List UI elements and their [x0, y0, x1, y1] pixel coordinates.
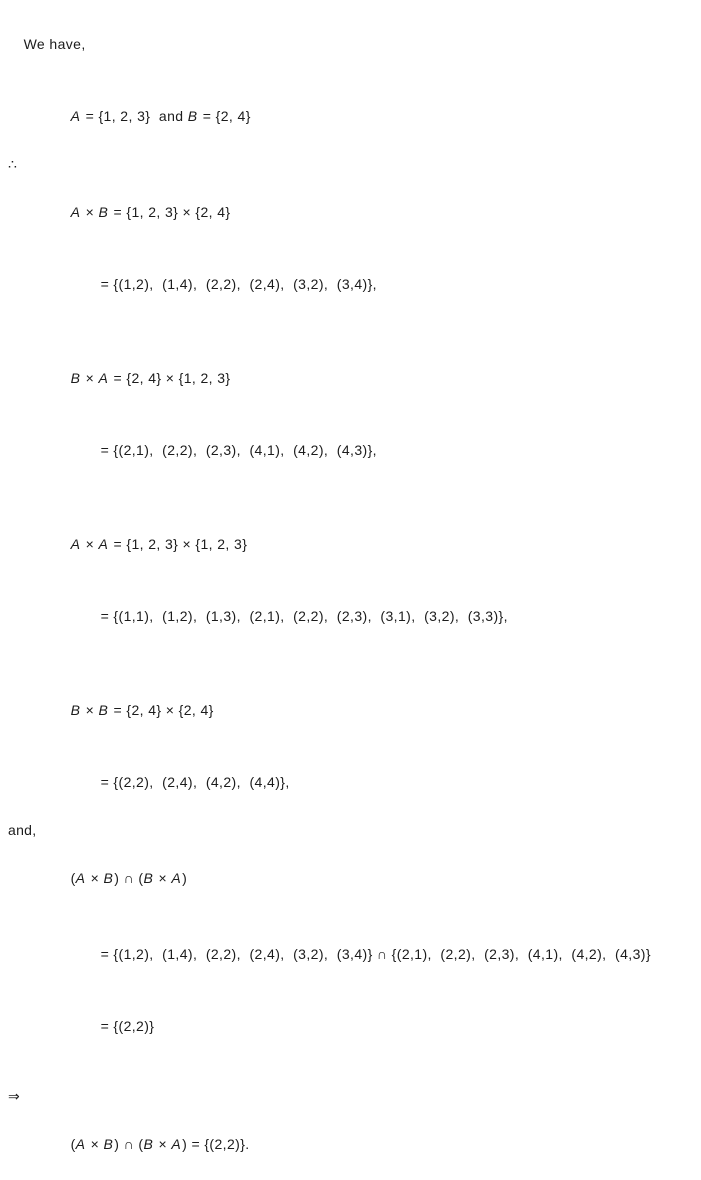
- set-variable: A: [75, 870, 86, 886]
- set-variable: A: [98, 536, 109, 552]
- and-label: and,: [8, 822, 37, 838]
- line-content: (A × B) ∩ (B × A): [70, 870, 188, 886]
- set-variable: A: [75, 1136, 86, 1152]
- set-variable: A: [70, 108, 81, 124]
- line-content: B × B = {2, 4} × {2, 4}: [70, 702, 214, 718]
- line-content: = {(1,2), (1,4), (2,2), (2,4), (3,2), (3,4)} ∩ {(2,1), (2,2), (2,3), (4,1), (4,2), (4,3)}: [100, 946, 651, 962]
- set-variable: B: [98, 702, 109, 718]
- line-content: A × A = {1, 2, 3} × {1, 2, 3}: [70, 536, 248, 552]
- math-line-axb: [8, 152, 701, 248]
- math-line-intersection: [8, 818, 701, 914]
- line-content: We have,: [23, 36, 86, 52]
- set-variable: B: [103, 1136, 114, 1152]
- math-line-definitions: [8, 80, 701, 152]
- line-content: (A × B) ∩ (B × A) = {(2,2)}.: [70, 1136, 250, 1152]
- set-variable: A: [171, 870, 182, 886]
- implies-symbol: ⇒: [8, 1088, 21, 1104]
- set-variable: B: [70, 702, 81, 718]
- line-content: = {(2,2)}: [100, 1018, 155, 1034]
- set-variable: B: [143, 1136, 154, 1152]
- line-content: = {(2,2), (2,4), (4,2), (4,4)},: [100, 774, 290, 790]
- math-line-intersection-expanded: [8, 918, 701, 990]
- math-line-axa-result: [8, 580, 701, 652]
- line-content: A = {1, 2, 3} and B = {2, 4}: [70, 108, 251, 124]
- line-content: = {(1,1), (1,2), (1,3), (2,1), (2,2), (2,3), (3,1), (3,2), (3,3)},: [100, 608, 508, 624]
- math-line-axa: [8, 508, 701, 580]
- line-content: = {(2,1), (2,2), (2,3), (4,1), (4,2), (4,3)},: [100, 442, 377, 458]
- therefore-symbol: ∴: [8, 156, 18, 172]
- set-variable: A: [70, 536, 81, 552]
- math-line-axb-result: [8, 248, 701, 320]
- math-line-intro: [8, 8, 701, 80]
- set-variable: B: [103, 870, 114, 886]
- math-line-bxb: [8, 674, 701, 746]
- line-content: A × B = {1, 2, 3} × {2, 4}: [70, 204, 231, 220]
- math-line-conclusion: [8, 1084, 701, 1180]
- line-content: B × A = {2, 4} × {1, 2, 3}: [70, 370, 231, 386]
- set-variable: B: [70, 370, 81, 386]
- set-variable: B: [98, 204, 109, 220]
- set-variable: B: [143, 870, 154, 886]
- math-line-bxa-result: [8, 414, 701, 486]
- set-variable: A: [171, 1136, 182, 1152]
- set-variable: A: [70, 204, 81, 220]
- math-line-bxa: [8, 342, 701, 414]
- set-variable: B: [187, 108, 198, 124]
- line-content: = {(1,2), (1,4), (2,2), (2,4), (3,2), (3,4)},: [100, 276, 377, 292]
- math-line-bxb-result: [8, 746, 701, 818]
- math-line-intersection-result: [8, 990, 701, 1062]
- set-variable: A: [98, 370, 109, 386]
